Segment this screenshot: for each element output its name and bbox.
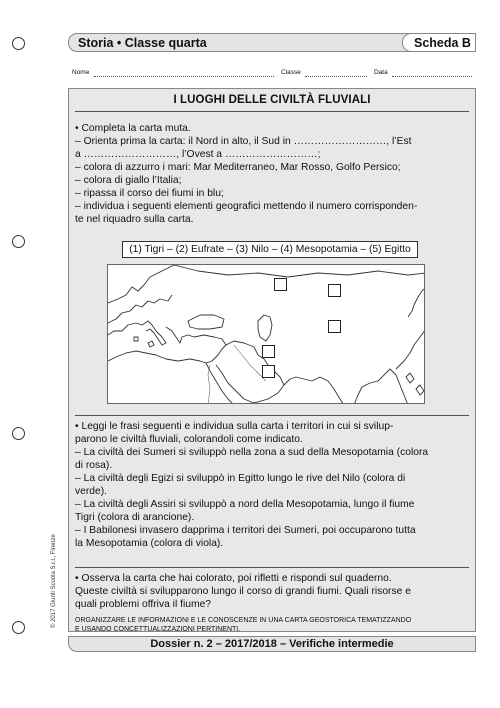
binder-hole-2 bbox=[12, 235, 25, 248]
instruction-line: verde). bbox=[75, 486, 108, 497]
binder-hole-4 bbox=[12, 621, 25, 634]
map-divider bbox=[75, 415, 469, 416]
map-legend: (1) Tigri – (2) Eufrate – (3) Nilo – (4) Mesopotamia – (5) Egitto bbox=[122, 241, 418, 258]
instruction-line: di rosa). bbox=[75, 460, 113, 471]
copyright-notice: © 2017 Giunti Scuola S.r.l., Firenze bbox=[51, 534, 57, 628]
instruction-line: – Orienta prima la carta: il Nord in alto, il Sud in ………………………, l’Est bbox=[75, 136, 412, 147]
section-civilizations bbox=[75, 420, 469, 550]
instruction-line: – ripassa il corso dei fiumi in blu; bbox=[75, 188, 224, 199]
binder-hole-3 bbox=[12, 427, 25, 440]
instruction-line: la Mesopotamia (colora di viola). bbox=[75, 538, 224, 549]
worksheet-title: I LUOGHI DELLE CIVILTÀ FLUVIALI bbox=[173, 94, 371, 106]
instruction-line: quali problemi offriva il fiume? bbox=[75, 599, 212, 610]
footer-band: Dossier n. 2 – 2017/2018 – Verifiche intermedie bbox=[68, 636, 476, 652]
title-divider bbox=[75, 111, 469, 112]
date-line[interactable] bbox=[392, 76, 472, 77]
map-answer-box-1[interactable] bbox=[274, 278, 287, 291]
map-answer-box-5[interactable] bbox=[262, 365, 275, 378]
class-label: Classe bbox=[281, 69, 301, 76]
instruction-line: a ………………………, l’Ovest a ………………………; bbox=[75, 149, 321, 160]
instruction-line: Queste civiltà si svilupparono lungo il corso di grandi fiumi. Quali risorse e bbox=[75, 586, 411, 597]
instruction-line: te nel riquadro sulla carta. bbox=[75, 214, 194, 225]
instruction-line: • Leggi le frasi seguenti e individua sulla carta i territori in cui si svilup- bbox=[75, 421, 394, 432]
section-reflection bbox=[75, 572, 469, 611]
class-line[interactable] bbox=[305, 76, 367, 77]
map-answer-box-3[interactable] bbox=[328, 320, 341, 333]
sheet-tab bbox=[402, 33, 476, 52]
worksheet-panel bbox=[68, 88, 476, 632]
instruction-line: – colora di azzurro i mari: Mar Mediterraneo, Mar Rosso, Golfo Persico; bbox=[75, 162, 401, 173]
objective-line: E USANDO CONCETTUALIZZAZIONI PERTINENTI. bbox=[75, 626, 241, 633]
instruction-line: – I Babilonesi invasero dapprima i territori dei Sumeri, poi occuparono tutta bbox=[75, 525, 416, 536]
instruction-line: parono le civiltà fluviali, colorandoli come indicato. bbox=[75, 434, 303, 445]
learning-objective bbox=[75, 616, 471, 634]
instruction-line: – La civiltà degli Assiri si sviluppò a nord della Mesopotamia, lungo il fiume bbox=[75, 499, 415, 510]
instruction-line: Tigri (colora di arancione). bbox=[75, 512, 195, 523]
date-label: Data bbox=[374, 69, 388, 76]
instruction-line: – La civiltà dei Sumeri si sviluppò nella zona a sud della Mesopotamia (colora bbox=[75, 447, 429, 458]
name-line[interactable] bbox=[94, 76, 274, 77]
instruction-line: • Completa la carta muta. bbox=[75, 123, 191, 134]
binder-hole-1 bbox=[12, 37, 25, 50]
student-fields bbox=[72, 69, 472, 81]
instruction-line: – colora di giallo l’Italia; bbox=[75, 175, 182, 186]
instruction-line: – individua i seguenti elementi geografici mettendo il numero corrisponden- bbox=[75, 201, 418, 212]
blank-map bbox=[107, 264, 425, 404]
subject-title: Storia • Classe quarta bbox=[78, 36, 207, 50]
objective-line: ORGANIZZARE LE INFORMAZIONI E LE CONOSCENZE IN UNA CARTA GEOSTORICA TEMATIZZANDO bbox=[75, 617, 412, 624]
header-band bbox=[68, 33, 476, 52]
instruction-line: • Osserva la carta che hai colorato, poi rifletti e rispondi sul quaderno. bbox=[75, 573, 392, 584]
instruction-line: – La civiltà degli Egizi si sviluppò in Egitto lungo le rive del Nilo (colora di bbox=[75, 473, 406, 484]
sheet-label: Scheda B bbox=[414, 36, 471, 50]
reflection-divider bbox=[75, 567, 469, 568]
name-label: Nome bbox=[72, 69, 90, 76]
map-answer-box-2[interactable] bbox=[328, 284, 341, 297]
map-answer-box-4[interactable] bbox=[262, 345, 275, 358]
map-outline bbox=[108, 265, 425, 404]
section-map-instructions bbox=[75, 122, 469, 226]
